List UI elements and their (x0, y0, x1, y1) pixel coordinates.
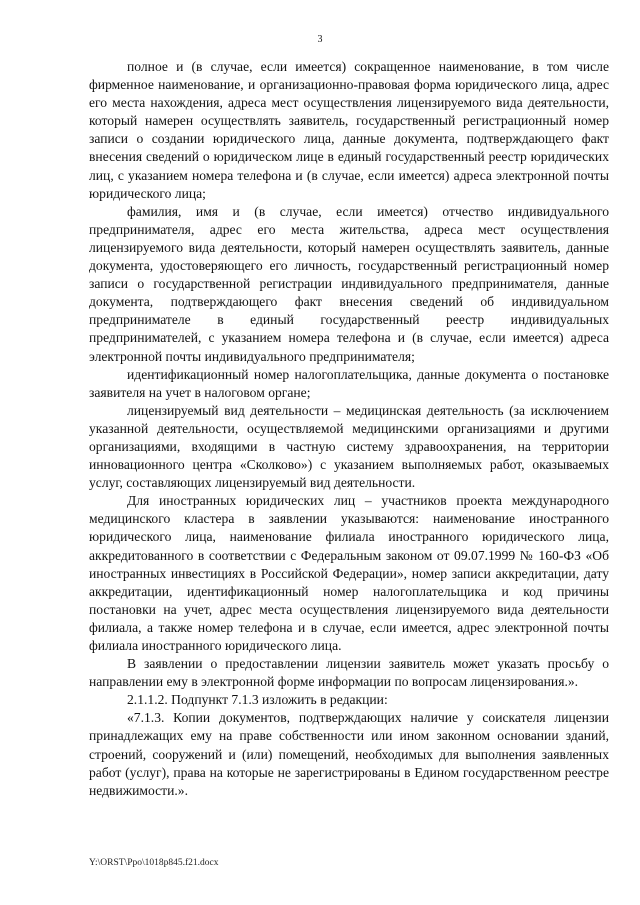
paragraph-licensed-activity: лицензируемый вид деятельности – медицинская деятельность (за исключением указанной деятельности, осуществляемой медицинскими организациями и другими организациями, входящими в частную систему здравоохранения, на территории инновационного центра «Сколково») с указанием выполняемых работ, оказываемых услуг, составляющих лицензируемый вид деятельности. (89, 402, 609, 491)
footer-file-path: Y:\ORST\Ppo\1018p845.f21.docx (89, 858, 219, 868)
page-number: 3 (317, 34, 323, 45)
document-body (89, 58, 609, 800)
paragraph-individual-entrepreneur: фамилия, имя и (в случае, если имеется) отчество индивидуального предпринимателя, адрес его места жительства, адреса мест осуществления лицензируемого вида деятельности, который намерен осуществлять заявитель, данные документа, удостоверяющего его личность, государственный регистрационный номер записи о государственной регистрации индивидуального предпринимателя, данные документа, подтверждающего факт внесения сведений об индивидуальном предпринимателе в единый государственный реестр индивидуальных предпринимателей, с указанием номера телефона и (в случае, если имеется) адреса электронной почты индивидуального предпринимателя; (89, 203, 609, 364)
paragraph-tax-id: идентификационный номер налогоплательщика, данные документа о постановке заявителя на учет в налоговом органе; (89, 366, 609, 400)
paragraph-subclause-heading: 2.1.1.2. Подпункт 7.1.3 изложить в редакции: (127, 692, 388, 708)
paragraph-clause-7-1-3: «7.1.3. Копии документов, подтверждающих наличие у соискателя лицензии принадлежащих ему на праве собственности или ином законном основании зданий, строений, сооружений и (или) помещений, необходимых для выполнения заявленных работ (услуг), права на которые не зарегистрированы в Едином государственном реестре недвижимости.». (89, 710, 609, 798)
paragraph-legal-entity: полное и (в случае, если имеется) сокращенное наименование, в том числе фирменное наименование, и организационно-правовая форма юридического лица, адрес его места нахождения, адреса мест осуществления лицензируемого вида деятельности, который намерен осуществлять заявитель, государственный регистрационный номер записи о создании юридического лица, данные документа, подтверждающего факт внесения сведений о юридическом лице в единый государственный реестр юридических лиц, с указанием номера телефона и (в случае, если имеется) адреса электронной почты юридического лица; (89, 59, 609, 201)
paragraph-foreign-entities: Для иностранных юридических лиц – участников проекта международного медицинского кластера в заявлении указываются: наименование иностранного юридического лица, наименование филиала иностранного юридического лица, аккредитованного в соответствии с Федеральным законом от 09.07.1999 № 160-ФЗ «Об иностранных инвестициях в Российской Федерации», номер записи аккредитации, дату аккредитации, идентификационный номер налогоплательщика и код причины постановки на учет, адрес места осуществления лицензируемого вида деятельности филиала, а также номер телефона и в случае, если имеется, адрес электронной почты филиала иностранного юридического лица. (89, 493, 609, 653)
paragraph-electronic-request: В заявлении о предоставлении лицензии заявитель может указать просьбу о направлении ему в электронной форме информации по вопросам лицензирования.». (89, 656, 609, 690)
